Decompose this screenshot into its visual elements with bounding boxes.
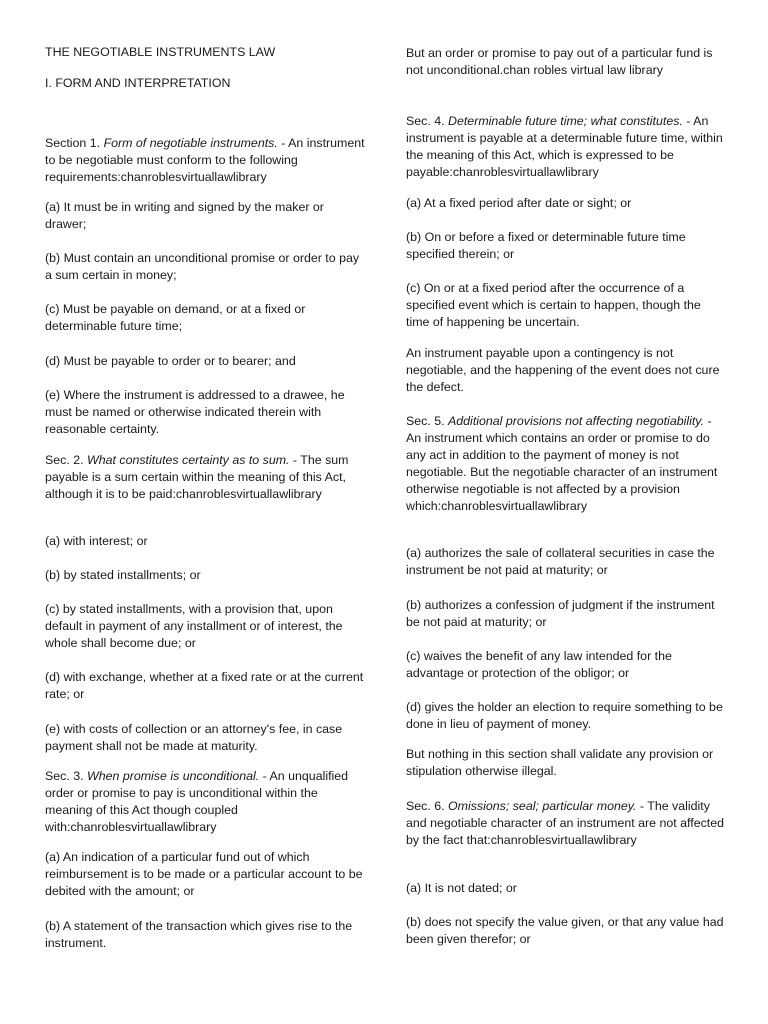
section-6 [406,798,726,849]
section-3-number: Sec. 3. [45,769,88,783]
section-2-item-a: (a) with interest; or [45,534,148,548]
section-1-item-d: (d) Must be payable to order or to bearer; and [45,354,296,368]
section-4-item-c: (c) On or at a fixed period after the occurrence of a specified event which is certain to happen, though the time of happening be uncertain. [406,281,701,329]
section-6-item-b: (b) does not specify the value given, or that any value had been given therefor; or [406,915,724,946]
section-4-item-a: (a) At a fixed period after date or sight; or [406,196,632,210]
section-1-item-b: (b) Must contain an unconditional promise or order to pay a sum certain in money; [45,251,360,282]
section-5-item-d: (d) gives the holder an election to require something to be done in lieu of payment of money. [406,700,723,731]
section-6-heading: Omissions; seal; particular money. [448,799,637,813]
section-4-heading: Determinable future time; what constitutes. [448,114,683,128]
section-1-item-c: (c) Must be payable on demand, or at a fixed or determinable future time; [45,302,306,333]
section-1-number: Section 1. [45,136,104,150]
section-4-text: - An instrument is payable at a determinable future time, within the meaning of this Act, which is expressed to be payable:chanroblesvirtuallawlibrary [406,114,723,179]
section-2-number: Sec. 2. [45,453,88,467]
section-3-text: - An unqualified order or promise to pay is unconditional within the meaning of this Act though coupled with:chanroblesvirtuallawlibrary [45,769,349,834]
section-1-item-a: (a) It must be in writing and signed by the maker or drawer; [45,200,324,231]
section-1-text: - An instrument to be negotiable must conform to the following requirements:chanroblesvirtuallawlibrary [45,136,365,184]
section-1-item-e: (e) Where the instrument is addressed to a drawee, he must be named or otherwise indicated therein with reasonable certainty. [45,388,345,436]
section-4 [406,113,726,181]
section-6-text: - The validity and negotiable character of an instrument are not affected by the fact that:chanroblesvirtuallawlibrary [406,799,725,847]
section-2-item-d: (d) with exchange, whether at a fixed rate or at the current rate; or [45,670,364,701]
section-1-heading: Form of negotiable instruments. [103,136,278,150]
section-5-text: - An instrument which contains an order or promise to do any act in addition to the payment of money is not negotiable. But the negotiable character of an instrument otherwise negotiable is not affected by a provision which:chanroblesvirtuallawlibrary [406,414,718,513]
section-4-number: Sec. 4. [406,114,449,128]
chapter-heading: I. FORM AND INTERPRETATION [45,76,231,90]
section-2 [45,452,365,503]
section-3-item-b: (b) A statement of the transaction which gives rise to the instrument. [45,919,353,950]
section-5-item-c: (c) waives the benefit of any law intended for the advantage or protection of the obligor; or [406,649,672,680]
section-5 [406,413,726,515]
section-2-item-b: (b) by stated installments; or [45,568,201,582]
section-6-item-a: (a) It is not dated; or [406,881,517,895]
section-1 [45,135,365,186]
section-5-heading: Additional provisions not affecting negotiability. [448,414,705,428]
section-5-closing: But nothing in this section shall validate any provision or stipulation otherwise illegal. [406,747,714,778]
document-title: THE NEGOTIABLE INSTRUMENTS LAW [45,45,276,59]
section-3-item-a: (a) An indication of a particular fund out of which reimbursement is to be made or a particular account to be debited with the amount; or [45,850,363,898]
section-5-item-a: (a) authorizes the sale of collateral securities in case the instrument be not paid at maturity; or [406,546,715,577]
section-4-closing: An instrument payable upon a contingency is not negotiable, and the happening of the event does not cure the defect. [406,346,720,394]
section-2-text: - The sum payable is a sum certain within the meaning of this Act, although it is to be paid:chanroblesvirtuallawlibrary [45,453,349,501]
section-4-item-b: (b) On or before a fixed or determinable future time specified therein; or [406,230,686,261]
section-2-heading: What constitutes certainty as to sum. [87,453,290,467]
section-6-number: Sec. 6. [406,799,449,813]
section-5-item-b: (b) authorizes a confession of judgment if the instrument be not paid at maturity; or [406,598,715,629]
section-2-item-e: (e) with costs of collection or an attorney's fee, in case payment shall not be made at maturity. [45,722,343,753]
section-2-item-c: (c) by stated installments, with a provision that, upon default in payment of any installment or of interest, the whole shall become due; or [45,602,343,650]
section-3-heading: When promise is unconditional. [87,769,260,783]
section-5-number: Sec. 5. [406,414,449,428]
section-3-closing: But an order or promise to pay out of a particular fund is not unconditional.chan robles virtual law library [406,46,713,77]
section-3 [45,768,365,836]
